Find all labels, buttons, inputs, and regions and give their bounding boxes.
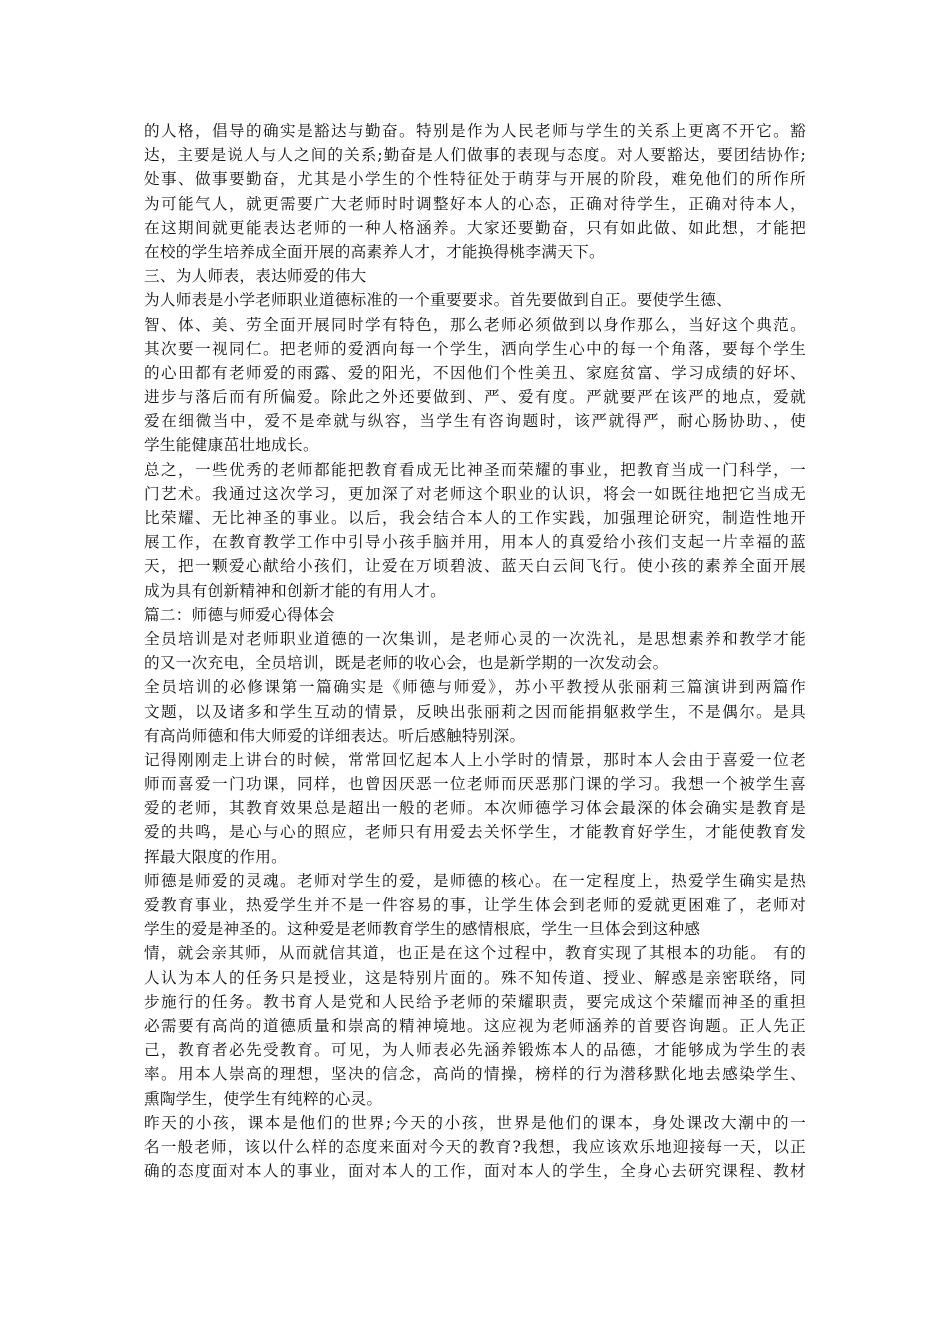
- text-line: 学生的爱是神圣的。这种爱是老师教育学生的感情根底，学生一旦体会到这种感: [144, 920, 701, 939]
- text-line: 智、体、美、劳全面开展同时学有特色，那么老师必须做到以身作那么，当好这个典范。: [144, 315, 806, 334]
- text-line: 师德是师爱的灵魂。老师对学生的爱，是师德的核心。在一定程度上，热爱学生确实是热: [144, 871, 806, 890]
- text-line: 爱教育事业，热爱学生并不是一件容易的事，让学生体会到老师的爱就更困难了，老师对: [144, 896, 806, 914]
- text-line: 爱的共鸣，是心与心的照应，老师只有用爱去关怀学生，才能教育好学生，才能使教育发: [144, 823, 806, 842]
- text-line: 天，把一颗爱心献给小孩们，让爱在万顷碧波、蓝天白云间飞行。使小孩的素养全面开展: [144, 557, 806, 576]
- text-line: 熏陶学生，使学生有纯粹的心灵。: [144, 1089, 383, 1108]
- text-line: 全员培训的必修课第一篇确实是《师德与师爱》，苏小平教授从张丽莉三篇演讲到两篇作: [144, 678, 806, 697]
- text-line: 处事、做事要勤奋，尤其是小学生的个性特征处于萌芽与开展的阶段，难免他们的所作所: [144, 170, 806, 189]
- text-line: 在这期间就更能表达老师的一种人格涵养。大家还要勤奋，只有如此做、如此想，才能把: [144, 218, 806, 237]
- document-body: [144, 119, 806, 1183]
- text-line: 昨天的小孩，课本是他们的世界;今天的小孩，世界是他们的课本，身处课改大潮中的一: [144, 1113, 806, 1132]
- text-line: 师而喜爱一门功课，同样，也曾因厌恶一位老师而厌恶那门课的学习。我想一个被学生喜: [144, 775, 806, 794]
- text-line: 其次要一视同仁。把老师的爱洒向每一个学生，洒向学生心中的每一个角落，要每个学生: [144, 339, 806, 358]
- text-line: 篇二：师德与师爱心得体会: [144, 605, 335, 624]
- text-line: 展工作，在教育教学工作中引导小孩手脑并用，用本人的真爱给小孩们支起一片幸福的蓝: [144, 533, 806, 552]
- text-line: 人认为本人的任务只是授业，这是特别片面的。殊不知传道、授业、解惑是亲密联络，同: [144, 968, 806, 987]
- text-line: 进步与落后而有所偏爱。除此之外还要做到、严、爱有度。严就要严在该严的地点，爱就: [144, 388, 806, 407]
- text-line: 三、为人师表，表达师爱的伟大: [144, 267, 367, 286]
- text-line: 的人格，倡导的确实是豁达与勤奋。特别是作为人民老师与学生的关系上更离不开它。豁: [144, 122, 806, 140]
- text-line: 记得刚刚走上讲台的时候，常常回忆起本人上小学时的情景，那时本人会由于喜爱一位老: [144, 750, 806, 769]
- text-line: 率。用本人崇高的理想，坚决的信念，高尚的情操，榜样的行为潜移默化地去感染学生、: [144, 1065, 806, 1084]
- text-line: 确的态度面对本人的事业，面对本人的工作，面对本人的学生，全身心去研究课程、教材: [144, 1162, 806, 1181]
- text-line: 爱在细微当中，爱不是牵就与纵容，当学生有咨询题时，该严就得严，耐心肠协助、，使: [144, 412, 806, 431]
- text-line: 在校的学生培养成全面开展的高素养人才，才能换得桃李满天下。: [144, 242, 605, 261]
- text-line: 为可能气人，就更需要广大老师时时调整好本人的心态，正确对待学生，正确对待本人，: [144, 194, 806, 213]
- text-line: 达，主要是说人与人之间的关系;勤奋是人们做事的表现与态度。对人要豁达，要团结协作;: [144, 146, 806, 165]
- text-line: 挥最大限度的作用。: [144, 847, 288, 866]
- text-line: 有高尚师德和伟大师爱的详细表达。听后感触特别深。: [144, 726, 526, 745]
- text-line: 名一般老师，该以什么样的态度来面对今天的教育?我想，我应该欢乐地迎接每一天，以正: [144, 1137, 806, 1156]
- text-line: 比荣耀、无比神圣的事业。以后，我会结合本人的工作实践，加强理论研究，制造性地开: [144, 509, 806, 527]
- text-line: 总之，一些优秀的老师都能把教育看成无比神圣而荣耀的事业，把教育当成一门科学，一: [144, 460, 806, 479]
- text-line: 情，就会亲其师，从而就信其道，也正是在这个过程中，教育实现了其根本的功能。 有的: [144, 944, 806, 963]
- text-line: 的心田都有老师爱的雨露、爱的阳光，不因他们个性美丑、家庭贫富、学习成绩的好坏、: [144, 363, 806, 382]
- text-line: 学生能健康茁壮地成长。: [144, 436, 319, 455]
- text-line: 爱的老师，其教育效果总是超出一般的老师。本次师德学习体会最深的体会确实是教育是: [144, 799, 806, 818]
- text-line: 文题，以及诸多和学生互动的情景，反映出张丽莉之因而能捐躯救学生，不是偶尔。是具: [144, 702, 806, 721]
- text-line: 己，教育者必先受教育。可见，为人师表必先涵养锻炼本人的品德，才能够成为学生的表: [144, 1041, 806, 1060]
- text-line: 为人师表是小学老师职业道德标准的一个重要要求。首先要做到自正。要使学生德、: [144, 291, 733, 310]
- text-line: 必需要有高尚的道德质量和崇高的精神境地。这应视为老师涵养的首要咨询题。正人先正: [144, 1016, 806, 1035]
- text-line: 步施行的任务。教书育人是党和人民给予老师的荣耀职责，要完成这个荣耀而神圣的重担: [144, 992, 806, 1011]
- text-line: 成为具有创新精神和创新才能的有用人才。: [144, 581, 446, 600]
- text-line: 全员培训是对老师职业道德的一次集训，是老师心灵的一次洗礼，是思想素养和教学才能: [144, 629, 806, 648]
- text-line: 门艺术。我通过这次学习，更加深了对老师这个职业的认识，将会一如既往地把它当成无: [144, 484, 806, 503]
- text-line: 的又一次充电，全员培训，既是老师的收心会，也是新学期的一次发动会。: [144, 654, 669, 673]
